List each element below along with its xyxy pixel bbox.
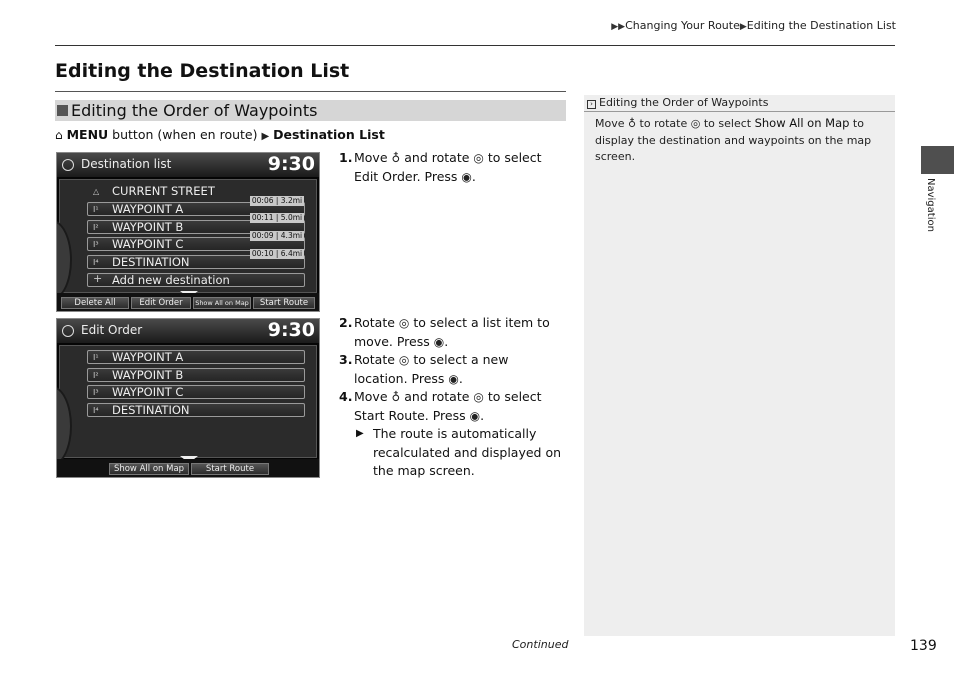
top-divider: [55, 45, 895, 46]
dial-press-icon: ◉: [448, 371, 459, 386]
destination-icon: I⁴: [93, 406, 99, 415]
steps-2-4: [339, 314, 563, 481]
step-number: 4.: [339, 389, 353, 404]
step-text: and rotate: [400, 389, 474, 404]
reference-arrow-icon: ›: [587, 100, 596, 109]
step-number: 1.: [339, 150, 353, 165]
result-text: The route is automatically recalculated and displayed on the map screen.: [373, 426, 562, 478]
start-route-button[interactable]: Start Route: [191, 463, 269, 475]
page-title: Editing the Destination List: [55, 60, 350, 82]
joystick-move-icon: ♁: [628, 117, 637, 130]
joystick-move-icon: ♁: [391, 151, 401, 165]
delete-all-button[interactable]: Delete All: [61, 297, 129, 309]
step-result: [339, 425, 563, 481]
list-item-label: Add new destination: [112, 273, 230, 287]
dial-rotate-icon: ◎: [690, 117, 701, 130]
edit-order-screen: [56, 318, 320, 478]
step-number: 2.: [339, 315, 353, 330]
note-text: to select: [700, 117, 755, 130]
step-text: .: [458, 370, 463, 386]
menu-path: [55, 127, 385, 142]
continued-label: Continued: [512, 638, 569, 651]
step-1: [339, 149, 563, 186]
step-text: to select a list item to move. Press: [354, 315, 550, 349]
dial-rotate-icon: ◎: [473, 390, 484, 404]
eta-distance-badge: 00:06 | 3.2mi: [251, 196, 303, 205]
dial-press-icon: ◉: [461, 169, 472, 184]
screen-footer: [57, 293, 319, 311]
screen-header: [57, 153, 319, 177]
arrow-icon: ▶: [739, 22, 747, 32]
list-item[interactable]: [87, 368, 305, 382]
joystick-move-icon: ♁: [391, 390, 401, 404]
clock: 9:30: [267, 153, 315, 175]
chapter-tab: [921, 146, 954, 174]
dial-rotate-icon: ◎: [398, 316, 410, 330]
screen-list: [59, 179, 317, 293]
waypoint-icon: I¹: [93, 353, 99, 362]
waypoint-icon: I²: [93, 223, 99, 232]
screen-footer: [57, 459, 319, 477]
dial-graphic: [56, 220, 72, 300]
eta-distance-badge: 00:09 | 4.3mi: [251, 231, 303, 240]
screen-header: [57, 319, 319, 343]
start-route-button[interactable]: Start Route: [253, 297, 315, 309]
step-text: Move: [354, 150, 392, 165]
dial-press-icon: ◉: [433, 334, 445, 349]
step-text: to select: [483, 389, 542, 404]
step-number: 3.: [339, 352, 353, 367]
step-text: .: [444, 333, 449, 349]
note-header: [584, 95, 895, 112]
title-divider: [55, 91, 566, 92]
list-item-label: DESTINATION: [112, 403, 190, 417]
list-item-label: WAYPOINT B: [112, 368, 184, 382]
show-all-on-map-button[interactable]: Show All on Map: [109, 463, 189, 475]
page-number: 139: [910, 638, 937, 654]
note-text: to rotate: [636, 117, 691, 130]
step-text: to select a new location. Press: [354, 352, 509, 386]
plus-icon: +: [93, 272, 103, 285]
dial-rotate-icon: ◎: [398, 353, 410, 367]
breadcrumb-part-1: Changing Your Route: [625, 19, 740, 32]
screen-title: Edit Order: [81, 323, 143, 337]
screen-title: Destination list: [81, 157, 172, 171]
menu-label: MENU: [66, 127, 109, 142]
step-3: [339, 351, 563, 388]
note-body: [595, 115, 890, 166]
home-button-icon: ⌂: [55, 128, 63, 142]
list-item[interactable]: [87, 403, 305, 417]
waypoint-icon: I³: [93, 240, 99, 249]
step-text: Move: [354, 389, 392, 404]
destination-icon: I⁴: [93, 258, 99, 267]
breadcrumb: [611, 19, 896, 32]
double-arrow-icon: ▶▶: [611, 22, 626, 32]
arrow-icon: ▶: [261, 131, 270, 142]
show-all-on-map-button[interactable]: Show All on Map: [193, 297, 251, 309]
note-title: Editing the Order of Waypoints: [599, 96, 769, 109]
result-arrow-icon: ▶: [356, 428, 364, 439]
menu-path-middle: button (when en route): [108, 127, 262, 142]
step-2: [339, 314, 563, 351]
list-item-label: WAYPOINT A: [112, 202, 184, 216]
list-item-label: DESTINATION: [112, 255, 190, 269]
ui-label: Show All on Map: [754, 116, 850, 130]
waypoint-icon: I¹: [93, 205, 99, 214]
dial-rotate-icon: ◎: [473, 151, 484, 165]
list-item-label: WAYPOINT C: [112, 237, 184, 251]
ui-label: Start Route: [354, 407, 425, 423]
section-heading: [55, 100, 566, 121]
add-destination-item[interactable]: [87, 273, 305, 287]
section-title: Editing the Order of Waypoints: [71, 101, 318, 120]
edit-order-button[interactable]: Edit Order: [131, 297, 191, 309]
home-icon: [62, 159, 74, 171]
menu-target: Destination List: [273, 127, 385, 142]
current-location-icon: △: [93, 187, 100, 196]
dial-press-icon: ◉: [469, 408, 481, 423]
step-text: Rotate: [354, 315, 399, 330]
step-text: .: [480, 407, 485, 423]
eta-distance-badge: 00:11 | 5.0mi: [251, 213, 303, 222]
breadcrumb-part-2: Editing the Destination List: [746, 19, 896, 32]
section-square-icon: [57, 105, 68, 116]
step-text: . Press: [416, 168, 462, 184]
chapter-label: Navigation: [925, 178, 936, 232]
waypoint-icon: I³: [93, 388, 99, 397]
list-item[interactable]: [87, 385, 305, 399]
list-item-label: CURRENT STREET: [112, 184, 215, 198]
list-item-label: WAYPOINT B: [112, 220, 184, 234]
waypoint-icon: I²: [93, 371, 99, 380]
list-item-label: WAYPOINT C: [112, 385, 184, 399]
note-text: to display the destination and waypoints on the map screen.: [595, 117, 872, 163]
screen-list: [59, 345, 317, 458]
list-item-label: WAYPOINT A: [112, 350, 184, 364]
step-text: and rotate: [400, 150, 474, 165]
step-4: [339, 388, 563, 425]
step-text: Rotate: [354, 352, 399, 367]
list-item[interactable]: [87, 350, 305, 364]
clock: 9:30: [267, 319, 315, 341]
step-text: to select: [483, 150, 542, 165]
home-icon: [62, 325, 74, 337]
step-text: .: [471, 168, 476, 184]
destination-list-screen: [56, 152, 320, 312]
eta-distance-badge: 00:10 | 6.4mi: [251, 249, 303, 258]
sidebar-note: [584, 95, 895, 636]
step-text: . Press: [424, 407, 470, 423]
ui-label: Edit Order: [354, 168, 417, 184]
note-text: Move: [595, 117, 628, 130]
dial-graphic: [56, 386, 72, 466]
